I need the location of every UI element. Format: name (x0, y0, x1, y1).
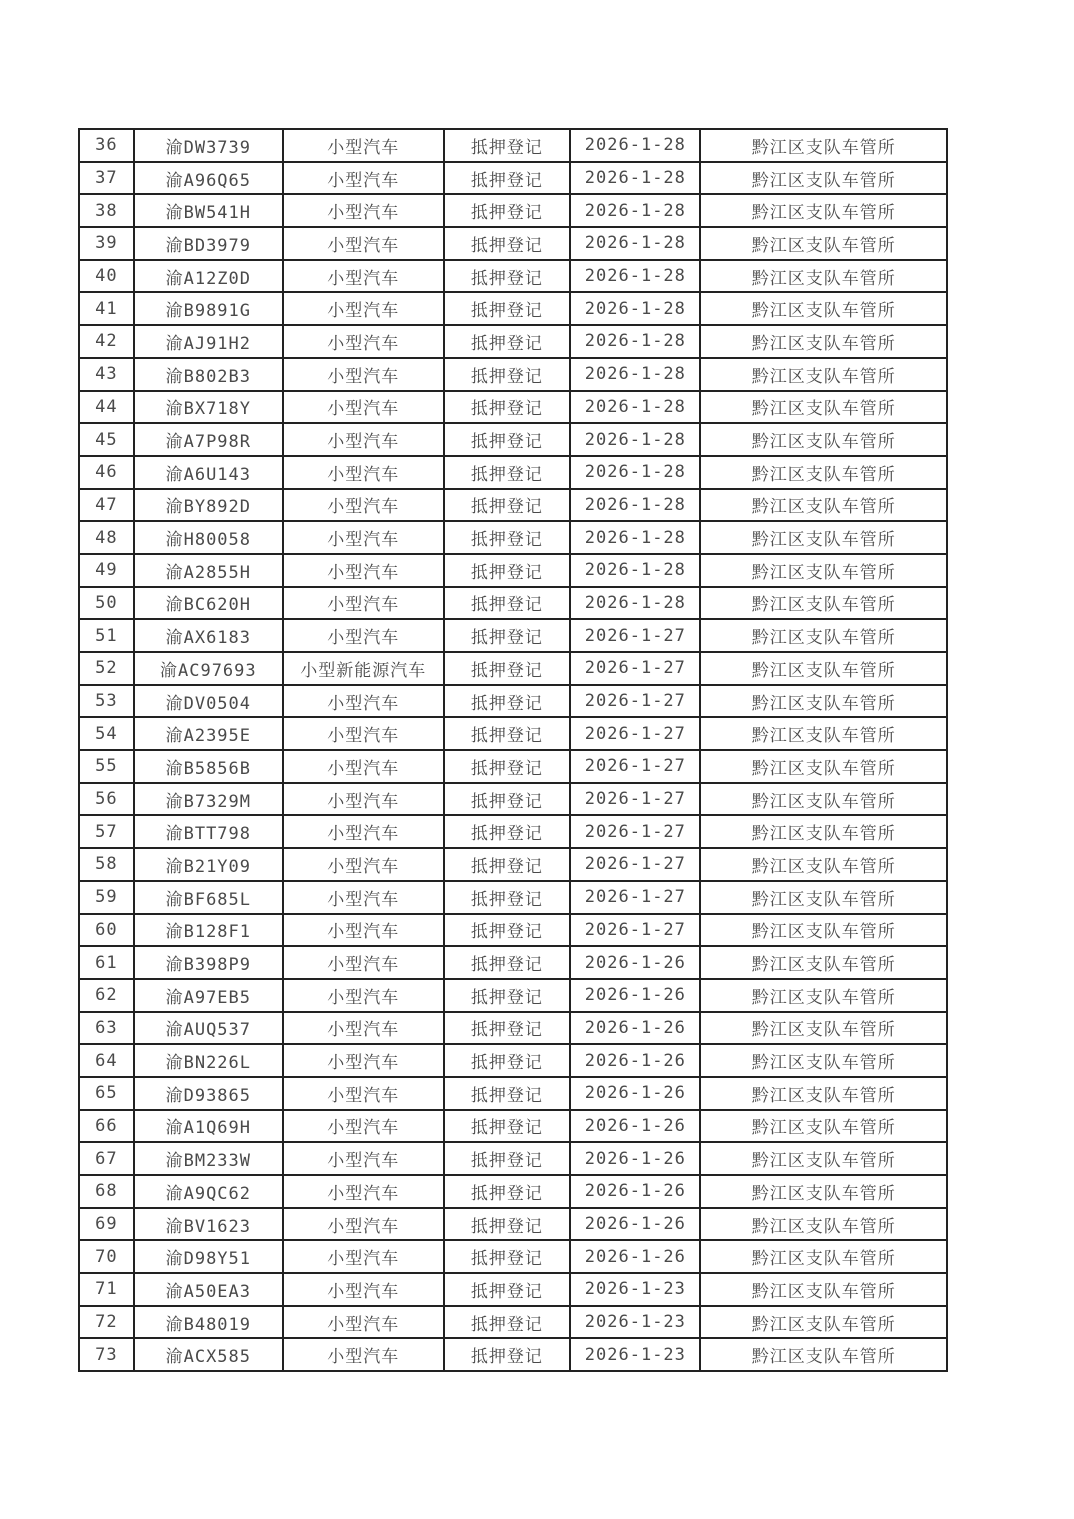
cell-date: 2026-1-28 (570, 358, 700, 391)
cell-vehicle-type: 小型新能源汽车 (283, 652, 444, 685)
table-row (79, 717, 947, 750)
cell-office: 黔江区支队车管所 (700, 1175, 947, 1208)
cell-date: 2026-1-28 (570, 554, 700, 587)
cell-date: 2026-1-23 (570, 1338, 700, 1371)
table-row (79, 129, 947, 162)
cell-office: 黔江区支队车管所 (700, 1338, 947, 1371)
table-row (79, 1077, 947, 1110)
cell-date: 2026-1-26 (570, 1012, 700, 1045)
cell-date: 2026-1-27 (570, 685, 700, 718)
cell-plate: 渝BW541H (134, 194, 283, 227)
cell-vehicle-type: 小型汽车 (283, 1273, 444, 1306)
cell-business-type: 抵押登记 (444, 881, 571, 914)
cell-date: 2026-1-27 (570, 848, 700, 881)
cell-vehicle-type: 小型汽车 (283, 783, 444, 816)
table-row (79, 358, 947, 391)
cell-date: 2026-1-26 (570, 1175, 700, 1208)
cell-business-type: 抵押登记 (444, 587, 571, 620)
cell-plate: 渝A2395E (134, 717, 283, 750)
cell-plate: 渝BY892D (134, 489, 283, 522)
cell-seq: 66 (79, 1110, 134, 1143)
cell-vehicle-type: 小型汽车 (283, 391, 444, 424)
cell-plate: 渝B128F1 (134, 914, 283, 947)
cell-vehicle-type: 小型汽车 (283, 1338, 444, 1371)
cell-plate: 渝B7329M (134, 783, 283, 816)
cell-plate: 渝A1Q69H (134, 1110, 283, 1143)
cell-business-type: 抵押登记 (444, 1012, 571, 1045)
cell-plate: 渝B9891G (134, 292, 283, 325)
cell-office: 黔江区支队车管所 (700, 783, 947, 816)
table-row (79, 914, 947, 947)
cell-date: 2026-1-26 (570, 1240, 700, 1273)
cell-business-type: 抵押登记 (444, 619, 571, 652)
cell-date: 2026-1-26 (570, 1077, 700, 1110)
cell-plate: 渝AX6183 (134, 619, 283, 652)
cell-business-type: 抵押登记 (444, 783, 571, 816)
cell-seq: 51 (79, 619, 134, 652)
cell-vehicle-type: 小型汽车 (283, 717, 444, 750)
cell-vehicle-type: 小型汽车 (283, 1240, 444, 1273)
cell-vehicle-type: 小型汽车 (283, 979, 444, 1012)
table-row (79, 881, 947, 914)
cell-plate: 渝A97EB5 (134, 979, 283, 1012)
cell-seq: 42 (79, 325, 134, 358)
cell-vehicle-type: 小型汽车 (283, 423, 444, 456)
cell-business-type: 抵押登记 (444, 1208, 571, 1241)
table-row (79, 456, 947, 489)
cell-business-type: 抵押登记 (444, 1175, 571, 1208)
cell-vehicle-type: 小型汽车 (283, 358, 444, 391)
cell-business-type: 抵押登记 (444, 979, 571, 1012)
cell-date: 2026-1-28 (570, 587, 700, 620)
cell-seq: 68 (79, 1175, 134, 1208)
cell-office: 黔江区支队车管所 (700, 227, 947, 260)
cell-seq: 67 (79, 1142, 134, 1175)
cell-vehicle-type: 小型汽车 (283, 815, 444, 848)
cell-vehicle-type: 小型汽车 (283, 456, 444, 489)
cell-business-type: 抵押登记 (444, 946, 571, 979)
cell-date: 2026-1-28 (570, 194, 700, 227)
cell-business-type: 抵押登记 (444, 456, 571, 489)
cell-office: 黔江区支队车管所 (700, 292, 947, 325)
cell-seq: 64 (79, 1044, 134, 1077)
cell-office: 黔江区支队车管所 (700, 717, 947, 750)
cell-business-type: 抵押登记 (444, 1110, 571, 1143)
cell-vehicle-type: 小型汽车 (283, 1077, 444, 1110)
cell-plate: 渝BC620H (134, 587, 283, 620)
cell-date: 2026-1-26 (570, 1044, 700, 1077)
cell-plate: 渝BN226L (134, 1044, 283, 1077)
cell-date: 2026-1-28 (570, 162, 700, 195)
cell-business-type: 抵押登记 (444, 489, 571, 522)
cell-office: 黔江区支队车管所 (700, 587, 947, 620)
table-row (79, 979, 947, 1012)
cell-plate: 渝A6U143 (134, 456, 283, 489)
cell-business-type: 抵押登记 (444, 685, 571, 718)
cell-vehicle-type: 小型汽车 (283, 194, 444, 227)
cell-vehicle-type: 小型汽车 (283, 1012, 444, 1045)
cell-plate: 渝A2855H (134, 554, 283, 587)
table-row (79, 946, 947, 979)
cell-vehicle-type: 小型汽车 (283, 554, 444, 587)
table-row (79, 783, 947, 816)
cell-plate: 渝D98Y51 (134, 1240, 283, 1273)
cell-office: 黔江区支队车管所 (700, 685, 947, 718)
cell-office: 黔江区支队车管所 (700, 1077, 947, 1110)
table-row (79, 1306, 947, 1339)
cell-office: 黔江区支队车管所 (700, 325, 947, 358)
table-row (79, 1273, 947, 1306)
cell-office: 黔江区支队车管所 (700, 162, 947, 195)
cell-business-type: 抵押登记 (444, 1077, 571, 1110)
cell-date: 2026-1-27 (570, 619, 700, 652)
cell-vehicle-type: 小型汽车 (283, 914, 444, 947)
cell-plate: 渝A7P98R (134, 423, 283, 456)
table-row (79, 162, 947, 195)
cell-seq: 63 (79, 1012, 134, 1045)
cell-seq: 50 (79, 587, 134, 620)
cell-office: 黔江区支队车管所 (700, 1306, 947, 1339)
cell-plate: 渝AC97693 (134, 652, 283, 685)
cell-date: 2026-1-27 (570, 652, 700, 685)
cell-business-type: 抵押登记 (444, 521, 571, 554)
cell-vehicle-type: 小型汽车 (283, 750, 444, 783)
cell-plate: 渝B398P9 (134, 946, 283, 979)
cell-business-type: 抵押登记 (444, 815, 571, 848)
table-row (79, 1240, 947, 1273)
cell-plate: 渝A12Z0D (134, 260, 283, 293)
cell-office: 黔江区支队车管所 (700, 260, 947, 293)
table-row (79, 554, 947, 587)
cell-office: 黔江区支队车管所 (700, 1240, 947, 1273)
cell-date: 2026-1-23 (570, 1306, 700, 1339)
cell-office: 黔江区支队车管所 (700, 1012, 947, 1045)
cell-vehicle-type: 小型汽车 (283, 685, 444, 718)
cell-vehicle-type: 小型汽车 (283, 260, 444, 293)
cell-office: 黔江区支队车管所 (700, 881, 947, 914)
cell-vehicle-type: 小型汽车 (283, 619, 444, 652)
cell-vehicle-type: 小型汽车 (283, 587, 444, 620)
cell-date: 2026-1-26 (570, 946, 700, 979)
cell-seq: 57 (79, 815, 134, 848)
cell-date: 2026-1-26 (570, 1110, 700, 1143)
cell-office: 黔江区支队车管所 (700, 619, 947, 652)
cell-vehicle-type: 小型汽车 (283, 1208, 444, 1241)
table-row (79, 1044, 947, 1077)
cell-business-type: 抵押登记 (444, 1338, 571, 1371)
cell-plate: 渝B21Y09 (134, 848, 283, 881)
table-row (79, 227, 947, 260)
cell-seq: 37 (79, 162, 134, 195)
cell-seq: 49 (79, 554, 134, 587)
table-row (79, 652, 947, 685)
cell-date: 2026-1-28 (570, 423, 700, 456)
cell-plate: 渝BM233W (134, 1142, 283, 1175)
table-row (79, 260, 947, 293)
cell-seq: 45 (79, 423, 134, 456)
cell-date: 2026-1-28 (570, 489, 700, 522)
cell-office: 黔江区支队车管所 (700, 1208, 947, 1241)
cell-office: 黔江区支队车管所 (700, 423, 947, 456)
cell-office: 黔江区支队车管所 (700, 194, 947, 227)
cell-plate: 渝AUQ537 (134, 1012, 283, 1045)
cell-business-type: 抵押登记 (444, 554, 571, 587)
cell-date: 2026-1-28 (570, 391, 700, 424)
cell-business-type: 抵押登记 (444, 914, 571, 947)
cell-business-type: 抵押登记 (444, 129, 571, 162)
cell-office: 黔江区支队车管所 (700, 1273, 947, 1306)
cell-plate: 渝D93865 (134, 1077, 283, 1110)
table-row (79, 423, 947, 456)
cell-vehicle-type: 小型汽车 (283, 292, 444, 325)
cell-office: 黔江区支队车管所 (700, 1044, 947, 1077)
cell-seq: 47 (79, 489, 134, 522)
cell-date: 2026-1-23 (570, 1273, 700, 1306)
cell-date: 2026-1-27 (570, 783, 700, 816)
cell-plate: 渝A50EA3 (134, 1273, 283, 1306)
table-row (79, 1012, 947, 1045)
table-row (79, 194, 947, 227)
cell-office: 黔江区支队车管所 (700, 750, 947, 783)
cell-business-type: 抵押登记 (444, 848, 571, 881)
cell-seq: 72 (79, 1306, 134, 1339)
cell-vehicle-type: 小型汽车 (283, 1175, 444, 1208)
cell-date: 2026-1-27 (570, 914, 700, 947)
cell-business-type: 抵押登记 (444, 227, 571, 260)
cell-plate: 渝ACX585 (134, 1338, 283, 1371)
cell-plate: 渝A96Q65 (134, 162, 283, 195)
table-row (79, 489, 947, 522)
cell-date: 2026-1-27 (570, 881, 700, 914)
cell-date: 2026-1-28 (570, 227, 700, 260)
table-row (79, 848, 947, 881)
cell-business-type: 抵押登记 (444, 1044, 571, 1077)
cell-plate: 渝B48019 (134, 1306, 283, 1339)
cell-office: 黔江区支队车管所 (700, 521, 947, 554)
table-row (79, 1175, 947, 1208)
cell-office: 黔江区支队车管所 (700, 815, 947, 848)
cell-plate: 渝BF685L (134, 881, 283, 914)
cell-business-type: 抵押登记 (444, 1273, 571, 1306)
cell-business-type: 抵押登记 (444, 750, 571, 783)
cell-office: 黔江区支队车管所 (700, 391, 947, 424)
cell-seq: 40 (79, 260, 134, 293)
cell-plate: 渝H80058 (134, 521, 283, 554)
cell-seq: 38 (79, 194, 134, 227)
cell-office: 黔江区支队车管所 (700, 1110, 947, 1143)
cell-seq: 61 (79, 946, 134, 979)
cell-seq: 48 (79, 521, 134, 554)
cell-vehicle-type: 小型汽车 (283, 946, 444, 979)
table-row (79, 391, 947, 424)
cell-business-type: 抵押登记 (444, 260, 571, 293)
cell-plate: 渝DV0504 (134, 685, 283, 718)
table-row (79, 815, 947, 848)
cell-office: 黔江区支队车管所 (700, 848, 947, 881)
cell-seq: 60 (79, 914, 134, 947)
cell-seq: 36 (79, 129, 134, 162)
cell-seq: 69 (79, 1208, 134, 1241)
cell-date: 2026-1-26 (570, 979, 700, 1012)
cell-seq: 43 (79, 358, 134, 391)
cell-date: 2026-1-27 (570, 815, 700, 848)
table-row (79, 1110, 947, 1143)
cell-seq: 70 (79, 1240, 134, 1273)
cell-date: 2026-1-26 (570, 1142, 700, 1175)
cell-date: 2026-1-28 (570, 260, 700, 293)
registration-table (78, 128, 948, 1372)
cell-plate: 渝B5856B (134, 750, 283, 783)
cell-date: 2026-1-28 (570, 456, 700, 489)
cell-plate: 渝BX718Y (134, 391, 283, 424)
cell-vehicle-type: 小型汽车 (283, 881, 444, 914)
cell-vehicle-type: 小型汽车 (283, 325, 444, 358)
cell-date: 2026-1-26 (570, 1208, 700, 1241)
cell-office: 黔江区支队车管所 (700, 914, 947, 947)
cell-seq: 46 (79, 456, 134, 489)
cell-vehicle-type: 小型汽车 (283, 162, 444, 195)
cell-plate: 渝BTT798 (134, 815, 283, 848)
cell-vehicle-type: 小型汽车 (283, 848, 444, 881)
cell-vehicle-type: 小型汽车 (283, 1110, 444, 1143)
table-row (79, 521, 947, 554)
cell-date: 2026-1-27 (570, 750, 700, 783)
cell-business-type: 抵押登记 (444, 1142, 571, 1175)
cell-seq: 52 (79, 652, 134, 685)
cell-plate: 渝B802B3 (134, 358, 283, 391)
cell-seq: 58 (79, 848, 134, 881)
cell-plate: 渝A9QC62 (134, 1175, 283, 1208)
cell-vehicle-type: 小型汽车 (283, 489, 444, 522)
cell-seq: 59 (79, 881, 134, 914)
cell-plate: 渝BD3979 (134, 227, 283, 260)
table-row (79, 619, 947, 652)
cell-plate: 渝AJ91H2 (134, 325, 283, 358)
cell-business-type: 抵押登记 (444, 1240, 571, 1273)
cell-seq: 55 (79, 750, 134, 783)
cell-business-type: 抵押登记 (444, 1306, 571, 1339)
cell-office: 黔江区支队车管所 (700, 979, 947, 1012)
cell-plate: 渝DW3739 (134, 129, 283, 162)
cell-office: 黔江区支队车管所 (700, 652, 947, 685)
cell-business-type: 抵押登记 (444, 717, 571, 750)
cell-seq: 73 (79, 1338, 134, 1371)
cell-vehicle-type: 小型汽车 (283, 1142, 444, 1175)
cell-business-type: 抵押登记 (444, 292, 571, 325)
cell-seq: 56 (79, 783, 134, 816)
cell-plate: 渝BV1623 (134, 1208, 283, 1241)
cell-seq: 54 (79, 717, 134, 750)
cell-date: 2026-1-28 (570, 521, 700, 554)
cell-business-type: 抵押登记 (444, 652, 571, 685)
table-row (79, 750, 947, 783)
cell-vehicle-type: 小型汽车 (283, 227, 444, 260)
table-row (79, 325, 947, 358)
cell-office: 黔江区支队车管所 (700, 489, 947, 522)
cell-vehicle-type: 小型汽车 (283, 521, 444, 554)
cell-date: 2026-1-28 (570, 325, 700, 358)
cell-office: 黔江区支队车管所 (700, 456, 947, 489)
cell-office: 黔江区支队车管所 (700, 129, 947, 162)
cell-business-type: 抵押登记 (444, 358, 571, 391)
cell-business-type: 抵押登记 (444, 423, 571, 456)
table-row (79, 292, 947, 325)
cell-office: 黔江区支队车管所 (700, 1142, 947, 1175)
cell-seq: 65 (79, 1077, 134, 1110)
table-row (79, 1338, 947, 1371)
cell-seq: 62 (79, 979, 134, 1012)
cell-seq: 53 (79, 685, 134, 718)
table-row (79, 685, 947, 718)
cell-date: 2026-1-28 (570, 292, 700, 325)
cell-vehicle-type: 小型汽车 (283, 1044, 444, 1077)
table-row (79, 587, 947, 620)
cell-seq: 41 (79, 292, 134, 325)
cell-seq: 71 (79, 1273, 134, 1306)
cell-business-type: 抵押登记 (444, 194, 571, 227)
cell-seq: 39 (79, 227, 134, 260)
cell-business-type: 抵押登记 (444, 162, 571, 195)
cell-date: 2026-1-28 (570, 129, 700, 162)
cell-seq: 44 (79, 391, 134, 424)
table-body (79, 129, 947, 1371)
cell-vehicle-type: 小型汽车 (283, 1306, 444, 1339)
table-row (79, 1208, 947, 1241)
cell-business-type: 抵押登记 (444, 325, 571, 358)
cell-date: 2026-1-27 (570, 717, 700, 750)
cell-business-type: 抵押登记 (444, 391, 571, 424)
table-row (79, 1142, 947, 1175)
cell-office: 黔江区支队车管所 (700, 946, 947, 979)
cell-vehicle-type: 小型汽车 (283, 129, 444, 162)
cell-office: 黔江区支队车管所 (700, 358, 947, 391)
cell-office: 黔江区支队车管所 (700, 554, 947, 587)
